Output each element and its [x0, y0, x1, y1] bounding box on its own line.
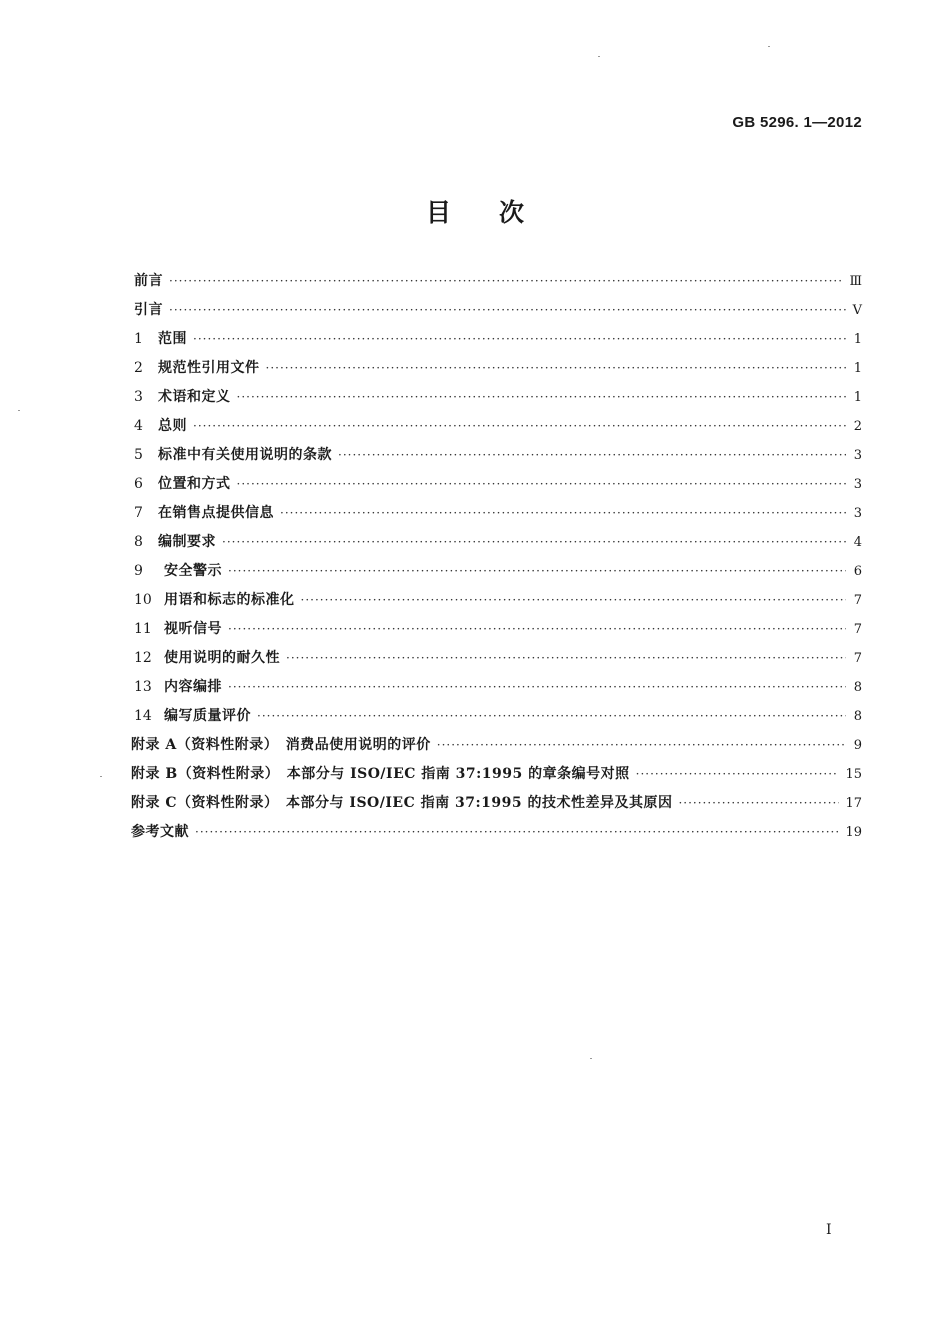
toc-entry-number: 7: [134, 505, 143, 521]
toc-entry-3[interactable]: [134, 386, 862, 415]
toc-entry-label: 附录 B（资料性附录） 本部分与 ISO/IEC 指南 37:1995 的章条编号对照: [131, 766, 630, 782]
toc-entry-label: 总则: [158, 418, 187, 434]
toc-entry-8[interactable]: [134, 531, 862, 560]
toc-entry-label: 参考文献: [131, 824, 189, 840]
toc-entry-page: 1: [853, 390, 862, 405]
toc-leader-dots: [257, 709, 846, 723]
scan-speck: [100, 776, 102, 777]
toc-entry-label: 编制要求: [158, 534, 216, 550]
scan-speck: [598, 56, 600, 57]
toc-leader-dots: [222, 535, 846, 549]
toc-entry-appendix-a[interactable]: [131, 734, 862, 763]
toc-leader-dots: [678, 796, 839, 810]
toc-entry-label: 术语和定义: [158, 389, 231, 405]
toc-entry-label: 编写质量评价: [164, 708, 251, 724]
toc-entry-number: 12: [134, 650, 152, 666]
toc-entry-label: 范围: [158, 331, 187, 347]
toc-entry-number: 2: [134, 360, 143, 376]
toc-entry-foreword[interactable]: [134, 270, 862, 299]
toc-leader-dots: [228, 680, 846, 694]
toc-title: 目次: [425, 198, 572, 227]
toc-entry-page: 15: [845, 767, 862, 782]
toc-entry-number: 4: [134, 418, 143, 434]
toc-entry-number: 1: [134, 331, 143, 347]
toc-entry-page: 8: [853, 680, 862, 695]
toc-entry-introduction[interactable]: [134, 299, 862, 328]
toc-entry-14[interactable]: [134, 705, 862, 734]
toc-entry-page: 7: [853, 622, 862, 637]
toc-entry-2[interactable]: [134, 357, 862, 386]
toc-entry-page: 9: [853, 738, 862, 753]
toc-entry-page: 2: [853, 419, 862, 434]
toc-entry-number: 14: [134, 708, 152, 724]
toc-entry-label: 附录 C（资料性附录） 本部分与 ISO/IEC 指南 37:1995 的技术性差异及其原因: [131, 795, 673, 811]
toc-leader-dots: [338, 448, 846, 462]
toc-entry-label: 使用说明的耐久性: [164, 650, 280, 666]
toc-entry-10[interactable]: [134, 589, 862, 618]
toc-leader-dots: [437, 738, 846, 752]
toc-entry-11[interactable]: [134, 618, 862, 647]
toc-entry-label: 位置和方式: [158, 476, 231, 492]
toc-entry-number: 6: [134, 476, 143, 492]
toc-leader-dots: [169, 274, 843, 288]
table-of-contents: [131, 270, 862, 850]
toc-entry-5[interactable]: [134, 444, 862, 473]
toc-entry-label: 在销售点提供信息: [158, 505, 274, 521]
toc-leader-dots: [169, 303, 846, 317]
toc-entry-appendix-b[interactable]: [131, 763, 862, 792]
toc-entry-number: 11: [134, 621, 152, 637]
toc-entry-page: 7: [853, 651, 862, 666]
toc-entry-9[interactable]: [134, 560, 862, 589]
toc-leader-dots: [266, 361, 847, 375]
toc-entry-page: 17: [845, 796, 862, 811]
toc-entry-label: 用语和标志的标准化: [164, 592, 295, 608]
toc-entry-number: 10: [134, 592, 152, 608]
toc-leader-dots: [195, 825, 839, 839]
toc-leader-dots: [636, 767, 840, 781]
toc-entry-6[interactable]: [134, 473, 862, 502]
toc-leader-dots: [228, 622, 846, 636]
toc-entry-page: 3: [853, 448, 862, 463]
toc-entry-label: 规范性引用文件: [158, 360, 260, 376]
toc-entry-number: 3: [134, 389, 143, 405]
toc-entry-13[interactable]: [134, 676, 862, 705]
toc-entry-number: 9: [134, 563, 143, 579]
toc-entry-7[interactable]: [134, 502, 862, 531]
toc-entry-12[interactable]: [134, 647, 862, 676]
toc-entry-4[interactable]: [134, 415, 862, 444]
toc-entry-page: 19: [845, 825, 862, 840]
scan-speck: [768, 46, 770, 47]
toc-entry-bibliography[interactable]: [131, 821, 862, 850]
toc-entry-page: 8: [853, 709, 862, 724]
toc-leader-dots: [286, 651, 846, 665]
toc-leader-dots: [237, 390, 847, 404]
toc-entry-label: 内容编排: [164, 679, 222, 695]
toc-leader-dots: [193, 419, 846, 433]
toc-entry-page: 6: [853, 564, 862, 579]
toc-entry-number: 13: [134, 679, 152, 695]
toc-entry-page: 7: [853, 593, 862, 608]
toc-entry-page: V: [852, 303, 862, 318]
toc-entry-page: Ⅲ: [849, 274, 862, 289]
standard-code: GB 5296. 1—2012: [732, 114, 862, 131]
toc-entry-label: 视听信号: [164, 621, 222, 637]
toc-entry-page: 1: [853, 332, 862, 347]
toc-entry-label: 前言: [134, 273, 163, 289]
toc-leader-dots: [237, 477, 847, 491]
scan-speck: [590, 1058, 592, 1059]
toc-leader-dots: [228, 564, 846, 578]
toc-entry-label: 标准中有关使用说明的条款: [158, 447, 332, 463]
toc-entry-page: 4: [853, 535, 862, 550]
toc-entry-1[interactable]: [134, 328, 862, 357]
toc-entry-number: 8: [134, 534, 143, 550]
page-number: I: [826, 1222, 832, 1238]
toc-entry-appendix-c[interactable]: [131, 792, 862, 821]
toc-entry-page: 3: [853, 477, 862, 492]
toc-entry-page: 1: [853, 361, 862, 376]
toc-leader-dots: [193, 332, 846, 346]
toc-entry-label: 附录 A（资料性附录） 消费品使用说明的评价: [131, 737, 431, 753]
toc-entry-label: 安全警示: [164, 563, 222, 579]
toc-leader-dots: [301, 593, 847, 607]
toc-leader-dots: [280, 506, 846, 520]
toc-entry-page: 3: [853, 506, 862, 521]
toc-entry-number: 5: [134, 447, 143, 463]
scan-speck: [18, 410, 20, 411]
toc-entry-label: 引言: [134, 302, 163, 318]
